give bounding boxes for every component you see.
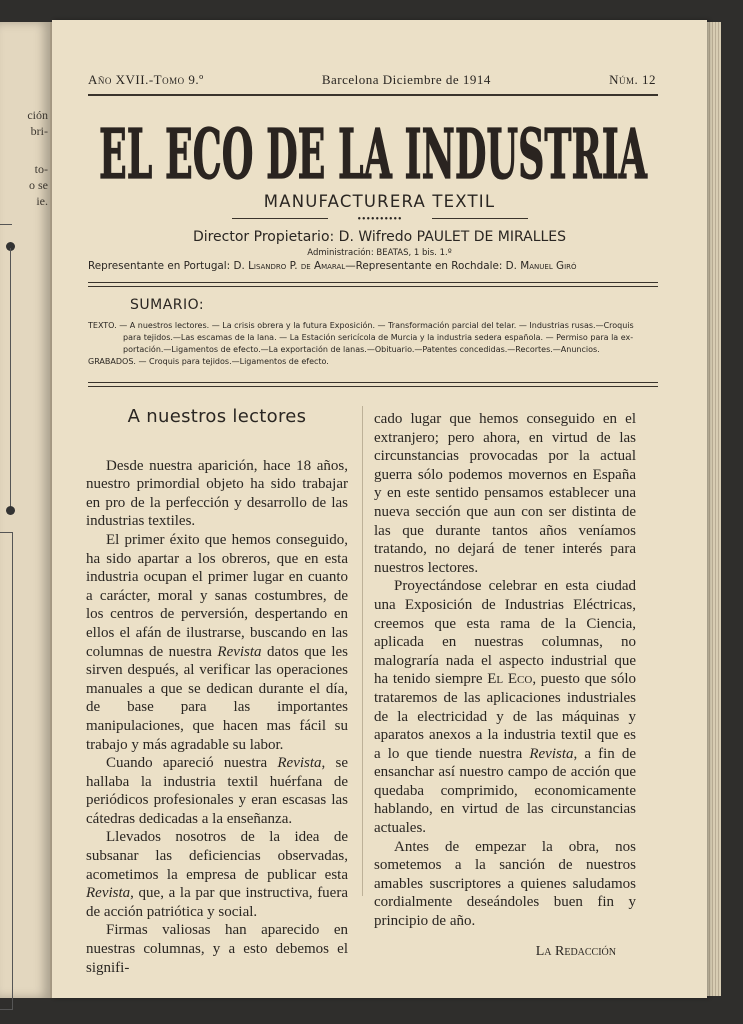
page-edges (707, 22, 721, 996)
article-paragraph (86, 754, 348, 828)
sumario-rule-1 (88, 382, 658, 383)
reps-portugal-name: Lisandro P. de Amaral (248, 260, 346, 272)
facing-ornament (6, 506, 15, 515)
article-paragraph: Antes de empezar la obra, nos sometemos a la sanción de nuestros amables suscriptores a quienes saludamos cordialmente deseándoles buen fin y principio de año. (374, 838, 636, 930)
article-paragraph: Firmas valiosas han aparecido en nuestras columnas, y a esto debemos el signifi- (86, 922, 348, 976)
paragraph-text: , a fin de ensanchar así nuestro campo de acción que quedaba comprimido, economicamente hablando, en virtud de las circunstancias actuales. (374, 745, 636, 837)
ornament-rule-left (232, 218, 328, 219)
newspaper-page (52, 20, 707, 998)
header-rule (88, 94, 658, 96)
sumario-grabados-line: GRABADOS. — Croquis para tejidos.—Ligamentos de efecto. (88, 357, 329, 366)
paragraph-text: El primer éxito que hemos conseguido, ha sido apartar a los obreros, que en esta industria ocupan el primer lugar en cuanto a carácter, moral y sanas costumbres, de los centros de perversión, despertando en ellos el afán de ilustrarse, buscando en las columnas de nuestra (86, 531, 348, 660)
representatives-line (88, 260, 658, 272)
reps-rochdale-name: Manuel Giró (520, 260, 577, 272)
masthead-logo (88, 106, 658, 192)
facing-rule (0, 224, 12, 225)
year-volume: Año XVII.-Tomo 9.º (88, 72, 204, 87)
revista-emphasis: Revista (529, 745, 574, 762)
article-paragraph: Desde nuestra aparición, hace 18 años, nuestro primordial objeto ha sido trabajar en pro de la perfección y desarrollo de las industrias textiles. (86, 457, 348, 530)
facing-text-fragment: bri- (30, 124, 48, 138)
revista-emphasis: Revista (86, 885, 131, 902)
article-paragraph (86, 531, 348, 754)
paragraph-text: Proyectándose celebrar en esta ciudad una Exposición de Industrias Eléctricas, creemos que esta rama de la Ciencia, aplicada en nuestras columnas, no malograría nada el aspecto industrial que ha tenido siempre (374, 578, 636, 688)
paragraph-text: Llevados nosotros de la idea de subsanar las deficiencias observadas, acometimos la empresa de publicar esta (86, 829, 348, 883)
reps-portugal-label: Representante en Portugal: D. (88, 260, 249, 272)
sumario-body (88, 320, 648, 368)
director-line: Director Propietario: D. Wifredo PAULET DE MIRALLES (192, 229, 567, 245)
column-divider (362, 406, 363, 896)
sumario-texto-line: para tejidos.—Las escamas de la lana. — La Estación sericícola de Murcia y la industria sedera española. — Permiso para la ex- (123, 333, 634, 342)
revista-emphasis: Revista (217, 643, 262, 660)
masthead-ornament: •••••••••• (357, 214, 403, 225)
staff-rule-2 (88, 286, 658, 287)
facing-text-fragment: o se (29, 178, 48, 192)
facing-frame (0, 532, 13, 1010)
masthead-title: EL ECO DE LA INDUSTRIA (99, 115, 648, 192)
article-paragraph: cado lugar que hemos conseguido en el extranjero; pero ahora, en virtud de las circunstancias provocadas por la actual guerra sólo podemos movernos en España y en este sentido pensamos establecer una nueva sección que aun con ser distinta de las que durante tantos años veníamos tratando, no dejará de tener interés para nuestros lectores. (374, 411, 636, 576)
staff-rule-1 (88, 282, 658, 283)
ornament-rule-right (432, 218, 528, 219)
issue-header (88, 72, 656, 88)
sumario-texto-line: TEXTO. — A nuestros lectores. — La crisis obrera y la futura Exposición. — Transformación parcial del telar. — Industrias rusas.—Croquis (88, 321, 634, 330)
masthead-lettering (88, 106, 658, 192)
article-signature: La Redacción (535, 943, 616, 959)
facing-text-fragment: to- (34, 162, 48, 176)
article-paragraph (374, 577, 636, 837)
paragraph-text: , se hallaba la industria textil huérfana de periódicos profesionales y eran escasas las cátedras dedicadas a la enseñanza. (86, 755, 348, 827)
facing-page (0, 22, 52, 998)
sumario-rule-2 (88, 386, 658, 387)
paragraph-text: Cuando apareció nuestra (106, 755, 278, 772)
sumario-texto-line: portación.—Ligamentos de efecto.—La exportación de lanas.—Obituario.—Patentes concedidas.—Recortes.—Anuncios. (123, 345, 600, 354)
paragraph-text: , que, a la par que instructiva, fuera de acción patriótica y social. (86, 885, 348, 920)
article-column-left (86, 406, 348, 977)
article-title: A nuestros lectores (127, 406, 307, 427)
facing-rule (10, 248, 11, 510)
facing-text-fragment: ie. (36, 194, 48, 208)
article-paragraph (86, 828, 348, 921)
masthead-subtitle: MANUFACTURERA TEXTIL (263, 192, 496, 211)
revista-emphasis: Revista (277, 755, 322, 772)
paragraph-text: , puesto que sólo trataremos de las aplicaciones industriales de la electricidad y de las máquinas y aparatos anexos a la industria textil que es a lo que tiende nuestra (374, 671, 637, 762)
place-date: Barcelona Diciembre de 1914 (321, 72, 491, 87)
paragraph-text: datos que les sirven después, al verificar las operaciones manuales a que se dedican durante el día, de base para las importantes manipulaciones, que hacen mas fácil su trabajo y más agradable su labor. (86, 643, 348, 753)
article-column-right (374, 410, 636, 961)
issue-number: Núm. 12 (609, 72, 656, 87)
reps-separator: —Representante en Rochdale: D. (345, 260, 521, 272)
el-eco-smallcaps: El Eco (487, 671, 533, 688)
administration-line: Administración: BEATAS, 1 bis. 1.º (307, 248, 452, 258)
facing-text-fragment: ción (27, 108, 48, 122)
sumario-title: SUMARIO: (130, 297, 205, 313)
